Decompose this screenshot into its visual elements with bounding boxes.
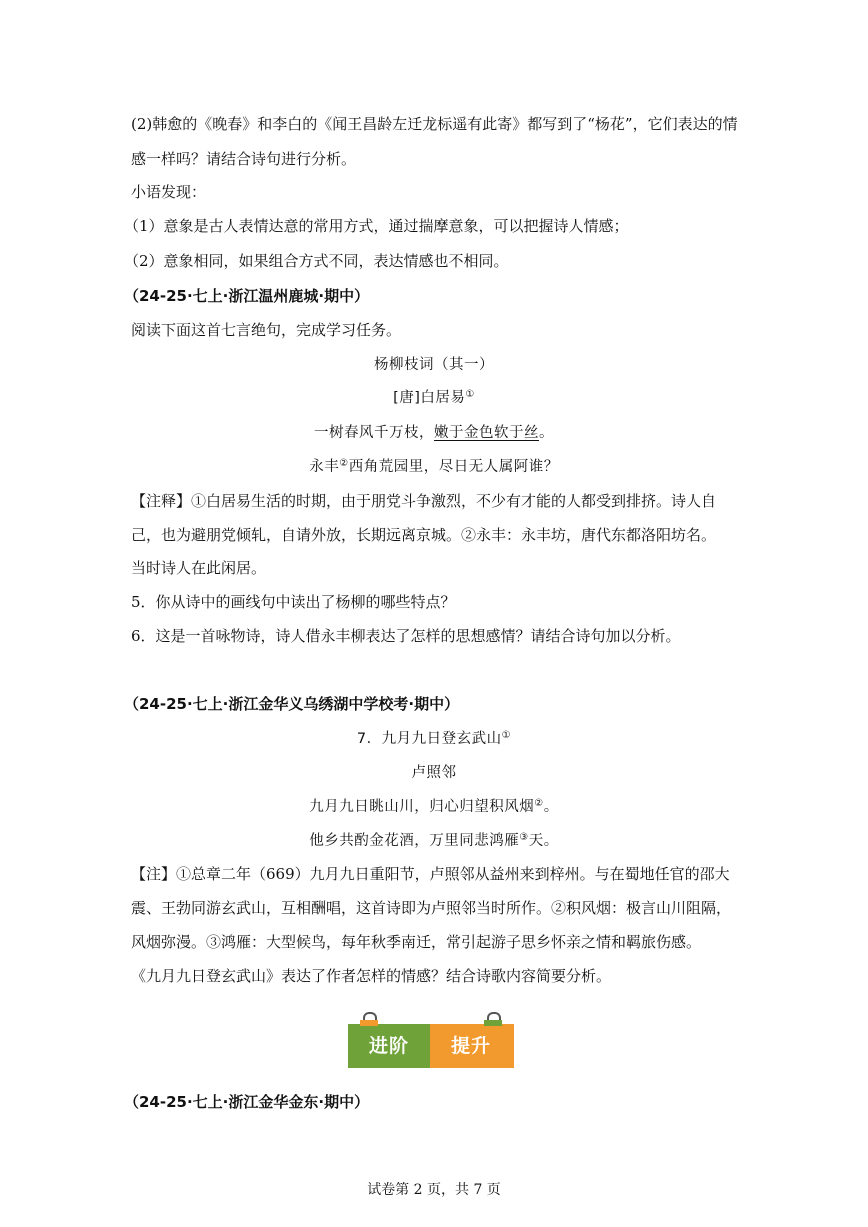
section-1-notes-line-2: 己，也为避朋党倾轧，自请外放，长期远离京城。②永丰：永丰坊，唐代东都洛阳坊名。 — [131, 526, 717, 544]
advanced-section-badge — [348, 1020, 514, 1068]
section-2-notes-line-1: 【注】①总章二年（669）九月九日重阳节，卢照邻从益州来到梓州。与在蜀地任官的邵大 — [131, 865, 730, 883]
question-2-line-2: 感一样吗？请结合诗句进行分析。 — [131, 150, 357, 168]
poem-2-line-2-b: 天。 — [528, 833, 559, 849]
poem-1-line-2-b: 西角荒园里，尽日无人属阿谁？ — [348, 459, 559, 475]
poem-1-line-1-pre: 一树春风千万枝， — [314, 425, 434, 441]
page-footer: 试卷第 2 页，共 7 页 — [367, 1182, 501, 1198]
question-7-prompt: 《九月九日登玄武山》表达了作者怎样的情感？结合诗歌内容简要分析。 — [131, 967, 612, 985]
binder-clip-icon — [360, 1012, 378, 1026]
poem-2-title-text: 7．九月九日登玄武山 — [356, 731, 502, 747]
poem-2-line-1-note: ② — [534, 798, 544, 809]
poem-1-author — [0, 386, 868, 407]
poem-1-author-note: ① — [465, 389, 475, 400]
tip-item-1: （1）意象是古人表情达意的常用方式，通过揣摩意象，可以把握诗人情感； — [124, 217, 629, 235]
poem-1-author-name: [唐]白居易 — [393, 390, 466, 406]
poem-1-underlined-phrase: 嫩于金色软于丝 — [434, 425, 539, 441]
section-1-source: （24-25·七上·浙江温州鹿城·期中） — [124, 287, 370, 305]
poem-2-line-1-a: 九月九日眺山川，归心归望积风烟 — [309, 799, 535, 815]
section-1-notes-line-3: 当时诗人在此闲居。 — [131, 559, 267, 577]
poem-2-line-1 — [0, 795, 868, 816]
badge-left-text: 进阶 — [368, 1035, 409, 1057]
poem-2-line-1-b: 。 — [543, 799, 559, 815]
question-5: 5．你从诗中的画线句中读出了杨柳的哪些特点？ — [131, 593, 456, 611]
poem-1-line-1 — [0, 421, 868, 442]
poem-2-line-2-note: ③ — [519, 832, 529, 843]
poem-1-line-2-a: 永丰 — [309, 459, 340, 475]
poem-1-title: 杨柳枝词（其一） — [374, 357, 494, 373]
poem-2-title-note: ① — [501, 730, 512, 741]
question-2-line-1: (2)韩愈的《晚春》和李白的《闻王昌龄左迁龙标遥有此寄》都写到了“杨花”，它们表达的情 — [131, 115, 738, 133]
section-2-notes-line-2: 震、王勃同游玄武山，互相酬唱，这首诗即为卢照邻当时所作。②积风烟：极言山川阻隔， — [131, 899, 732, 917]
section-3-source: （24-25·七上·浙江金华金东·期中） — [124, 1093, 370, 1111]
poem-1-line-2-note: ② — [339, 458, 349, 469]
poem-2-line-2-a: 他乡共酌金花酒，万里同悲鸿雁 — [309, 833, 520, 849]
poem-1-line-2 — [0, 455, 868, 476]
poem-2-author: 卢照邻 — [411, 765, 457, 781]
poem-1-line-1-post: 。 — [539, 425, 554, 441]
tips-heading: 小语发现： — [131, 183, 207, 201]
section-1-intro: 阅读下面这首七言绝句，完成学习任务。 — [131, 321, 402, 339]
section-2-notes-line-3: 风烟弥漫。③鸿雁：大型候鸟，每年秋季南迁，常引起游子思乡怀亲之情和羁旅伤感。 — [131, 933, 702, 951]
section-1-notes-line-1: 【注释】①白居易生活的时期，由于朋党斗争激烈，不少有才能的人都受到排挤。诗人自 — [131, 492, 717, 510]
section-2-source: （24-25·七上·浙江金华义乌绣湖中学校考·期中） — [124, 695, 460, 713]
question-6: 6．这是一首咏物诗，诗人借永丰柳表达了怎样的思想感情？请结合诗句加以分析。 — [131, 627, 681, 645]
poem-2-title — [0, 727, 868, 748]
tip-item-2: （2）意象相同，如果组合方式不同，表达情感也不相同。 — [124, 252, 509, 270]
binder-clip-icon — [484, 1012, 502, 1026]
badge-right-text: 提升 — [450, 1035, 491, 1057]
poem-2-line-2 — [0, 829, 868, 850]
